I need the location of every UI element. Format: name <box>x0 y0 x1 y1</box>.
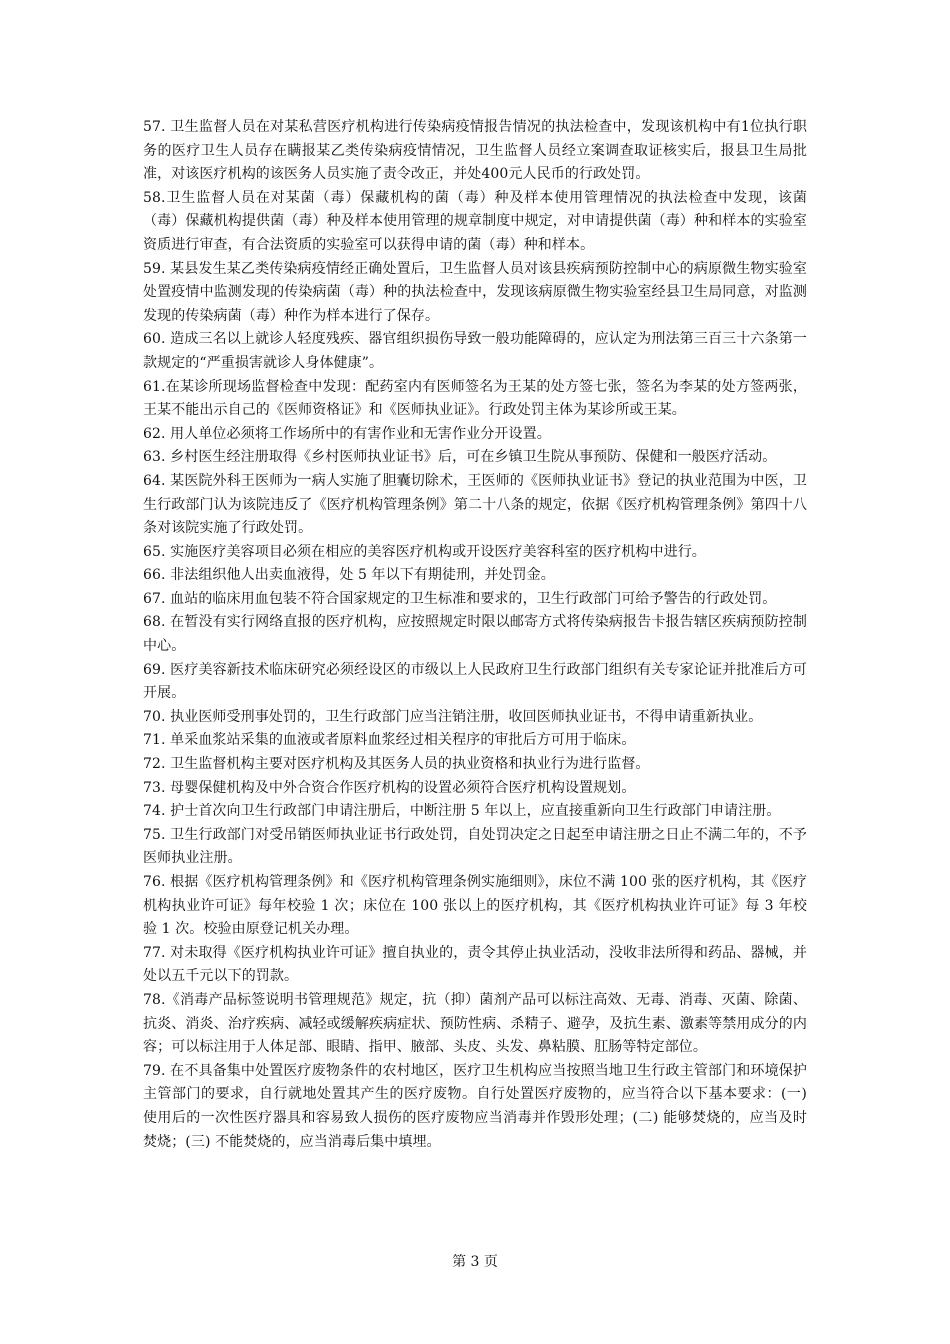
item-77: 77. 对未取得《医疗机构执业许可证》擅自执业的，责令其停止执业活动，没收非法所得和药品、器械，并处以五千元以下的罚款。 <box>143 944 807 985</box>
item-62: 62. 用人单位必须将工作场所中的有害作业和无害作业分开设置。 <box>143 425 551 442</box>
item-70: 70. 执业医师受刑事处罚的，卫生行政部门应当注销注册，收回医师执业证书，不得申请重新执业。 <box>143 708 763 725</box>
item-69: 69. 医疗美容新技术临床研究必须经设区的市级以上人民政府卫生行政部门组织有关专家论证并批准后方可开展。 <box>143 661 807 702</box>
item-71: 71. 单采血浆站采集的血液或者原料血浆经过相关程序的审批后方可用于临床。 <box>143 732 636 749</box>
item-74: 74. 护士首次向卫生行政部门申请注册后，中断注册 5 年以上，应直接重新向卫生行政部门申请注册。 <box>143 803 781 820</box>
item-60: 60. 造成三名以上就诊人轻度残疾、器官组织损伤导致一般功能障碍的，应认定为刑法第三百三十六条第一款规定的“严重损害就诊人身体健康”。 <box>143 331 807 371</box>
item-72: 72. 卫生监督机构主要对医疗机构及其医务人员的执业资格和执业行为进行监督。 <box>143 756 650 773</box>
item-57: 57. 卫生监督人员在对某私营医疗机构进行传染病疫情报告情况的执法检查中，发现该机构中有1位执行职务的医疗卫生人员存在瞒报某乙类传染病疫情情况，卫生监督人员经立案调查取证核实后，报县卫生局批准，对该医疗机构的该医务人员实施了责令改正，并处400元人民币的行政处罚。 <box>143 119 807 183</box>
item-66: 66. 非法组织他人出卖血液得，处 5 年以下有期徒刑，并处罚金。 <box>143 567 555 584</box>
item-68: 68. 在暂没有实行网络直报的医疗机构，应按照规定时限以邮寄方式将传染病报告卡报告辖区疾病预防控制中心。 <box>143 614 807 655</box>
item-76: 76. 根据《医疗机构管理条例》和《医疗机构管理条例实施细则》，床位不满 100 张的医疗机构，其《医疗机构执业许可证》每年校验 1 次；床位在 100 张以上的医疗机构，其《医疗机构执业许可证》每 3 年校验 1 次。校验由原登记机关办理。 <box>143 874 807 938</box>
page-number: 第 3 页 <box>452 1254 498 1270</box>
item-67: 67. 血站的临床用血包装不符合国家规定的卫生标准和要求的，卫生行政部门可给予警告的行政处罚。 <box>143 590 777 607</box>
item-64: 64. 某医院外科王医师为一病人实施了胆囊切除术，王医师的《医师执业证书》登记的执业范围为中医，卫生行政部门认为该院违反了《医疗机构管理条例》第二十八条的规定，依据《医疗机构管理条例》第四十八条对该院实施了行政处罚。 <box>143 472 807 537</box>
item-75: 75. 卫生行政部门对受吊销医师执业证书行政处罚，自处罚决定之日起至申请注册之日止不满二年的，不予医师执业注册。 <box>143 826 807 867</box>
item-59: 59. 某县发生某乙类传染病疫情经正确处置后，卫生监督人员对该县疾病预防控制中心的病原微生物实验室处置疫情中监测发现的传染病菌（毒）种的执法检查中，发现该病原微生物实验室经县卫生局同意，对监测发现的传染病菌（毒）种作为样本进行了保存。 <box>143 260 807 324</box>
item-65: 65. 实施医疗美容项目必须在相应的美容医疗机构或开设医疗美容科室的医疗机构中进行。 <box>143 543 706 560</box>
page-content <box>143 116 807 1154</box>
item-58: 58.卫生监督人员在对某菌（毒）保藏机构的菌（毒）种及样本使用管理情况的执法检查中发现，该菌（毒）保藏机构提供菌（毒）种及样本使用管理的规章制度中规定，对申请提供菌（毒）种和样本的实验室资质进行审查，有合法资质的实验室可以获得申请的菌（毒）种和样本。 <box>143 189 807 253</box>
item-79: 79. 在不具备集中处置医疗废物条件的农村地区，医疗卫生机构应当按照当地卫生行政主管部门和环境保护主管部门的要求，自行就地处置其产生的医疗废物。自行处置医疗废物的，应当符合以下基本要求：(一) 使用后的一次性医疗器具和容易致人损伤的医疗废物应当消毒并作毁形处理；(二) 能够焚烧的，应当及时焚烧；(三) 不能焚烧的，应当消毒后集中填埋。 <box>143 1062 807 1150</box>
item-78: 78.《消毒产品标签说明书管理规范》规定，抗（抑）菌剂产品可以标注高效、无毒、消毒、灭菌、除菌、抗炎、消炎、治疗疾病、减轻或缓解疾病症状、预防性病、杀精子、避孕，及抗生素、激素等禁用成分的内容；可以标注用于人体足部、眼睛、指甲、腋部、头皮、头发、鼻粘膜、肛肠等特定部位。 <box>143 991 807 1056</box>
item-73: 73. 母婴保健机构及中外合资合作医疗机构的设置必须符合医疗机构设置规划。 <box>143 779 636 796</box>
item-61: 61.在某诊所现场监督检查中发现：配药室内有医师签名为王某的处方签七张，签名为李某的处方签两张，王某不能出示自己的《医师资格证》和《医师执业证》。行政处罚主体为某诊所或王某。 <box>143 378 807 419</box>
item-63: 63. 乡村医生经注册取得《乡村医师执业证书》后，可在乡镇卫生院从事预防、保健和一般医疗活动。 <box>143 449 777 466</box>
